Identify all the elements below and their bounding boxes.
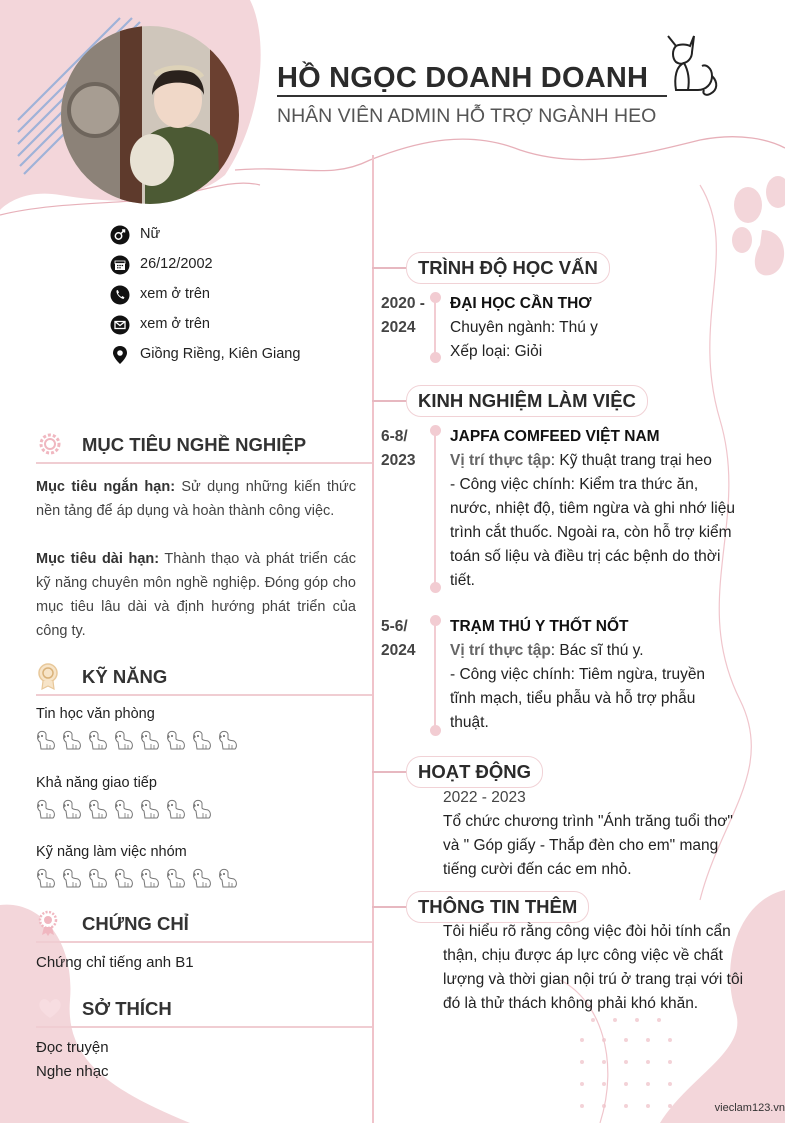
objective-section-header: [36, 432, 372, 458]
skill-rating: [35, 867, 240, 889]
position-value: : Kỹ thuật trang trại heo: [550, 452, 712, 469]
timeline-dot: [430, 352, 441, 363]
award-icon: [36, 909, 64, 937]
position: [450, 449, 740, 473]
divider-line: [372, 155, 374, 1123]
education-date: 2020 - 2024: [381, 295, 425, 336]
objective-title: MỤC TIÊU NGHỀ NGHIỆP: [82, 434, 307, 455]
dog-rating-icon: [217, 867, 240, 889]
gender-value: Nữ: [140, 226, 161, 242]
section-underline: [36, 462, 372, 464]
hobbies-title: SỞ THÍCH: [82, 998, 172, 1019]
calendar-icon: [110, 255, 130, 275]
certificates-title: CHỨNG CHỈ: [82, 913, 189, 934]
long-term-goal: [36, 547, 356, 643]
timeline-bar: [434, 297, 436, 357]
gender-icon: [110, 225, 130, 245]
dog-rating-icon: [35, 729, 58, 751]
position-label: Vị trí thực tập: [450, 642, 551, 659]
dog-rating-icon: [87, 867, 110, 889]
activities-date: 2022 - 2023: [443, 789, 526, 806]
skill-rating: [35, 729, 240, 751]
position-label: Vị trí thực tập: [450, 452, 551, 469]
dog-rating-icon: [35, 867, 58, 889]
phone-value: xem ở trên: [140, 286, 210, 302]
brand-watermark: vieclam123.vn: [714, 1102, 785, 1114]
phone-icon: [110, 285, 130, 305]
skill-rating: [35, 798, 214, 820]
connector-line: [372, 771, 406, 773]
dog-rating-icon: [113, 729, 136, 751]
education-body: [450, 292, 750, 364]
skill-badge-icon: [36, 662, 64, 690]
job-title: NHÂN VIÊN ADMIN HỖ TRỢ NGÀNH HEO: [277, 105, 657, 127]
dog-rating-icon: [61, 867, 84, 889]
company-name: JAPFA COMFEED VIỆT NAM: [450, 428, 660, 445]
dog-rating-icon: [139, 729, 162, 751]
connector-line: [372, 267, 406, 269]
connector-line: [372, 400, 406, 402]
cat-icon: [662, 32, 722, 98]
long-term-label: Mục tiêu dài hạn:: [36, 551, 160, 567]
hobbies-section-header: [36, 996, 372, 1022]
activities-section-header: HOẠT ĐỘNG: [406, 756, 543, 788]
timeline-dot: [430, 615, 441, 626]
name-underline: [277, 95, 667, 97]
certificates-section-header: [36, 911, 372, 937]
paw-print-decoration: [732, 176, 785, 275]
dog-rating-icon: [87, 729, 110, 751]
skill-name: Khả năng giao tiếp: [36, 775, 157, 791]
hobby-item: Nghe nhạc: [36, 1063, 109, 1080]
dog-rating-icon: [139, 798, 162, 820]
dog-rating-icon: [139, 867, 162, 889]
skill-name: Kỹ năng làm việc nhóm: [36, 844, 187, 860]
school-name: ĐẠI HỌC CẦN THƠ: [450, 295, 592, 312]
dog-rating-icon: [165, 729, 188, 751]
timeline-bar: [434, 430, 436, 587]
dot-pattern: [580, 1018, 672, 1108]
dog-rating-icon: [61, 729, 84, 751]
job-body: [450, 425, 740, 593]
dog-rating-icon: [165, 798, 188, 820]
job-body: [450, 615, 730, 735]
extra-text: Tôi hiểu rõ rằng công việc đòi hỏi tính cẩn thận, chịu được áp lực công việc về chất lượng và thời gian nội trú ở trang trại với tôi đó là thử thách không phải khó khăn.: [443, 923, 744, 1012]
job-date: 6-8/ 2023: [381, 428, 416, 469]
major: Chuyên ngành: Thú y: [450, 319, 598, 336]
certificate-item: Chứng chỉ tiếng anh B1: [36, 954, 194, 971]
avatar: [60, 25, 240, 205]
dog-rating-icon: [35, 798, 58, 820]
rank: Xếp loại: Giỏi: [450, 343, 543, 360]
extra-section-header: THÔNG TIN THÊM: [406, 891, 589, 923]
full-name: HỒ NGỌC DOANH DOANH: [277, 62, 649, 94]
short-term-label: Mục tiêu ngắn hạn:: [36, 479, 176, 495]
hobby-item: Đọc truyện: [36, 1039, 109, 1056]
long-term-text: Thành thạo và phát triển các kỹ năng chuyên môn nghề nghiệp. Đóng góp cho mục tiêu lâu dài và định hướng phát triển của công ty.: [36, 551, 356, 639]
connector-line: [372, 906, 406, 908]
short-term-goal: [36, 475, 356, 523]
timeline-dot: [430, 582, 441, 593]
experience-section-header: KINH NGHIỆM LÀM VIỆC: [406, 385, 648, 417]
section-underline: [36, 1026, 372, 1028]
education-section-header: TRÌNH ĐỘ HỌC VẤN: [406, 252, 610, 284]
timeline-dot: [430, 292, 441, 303]
location-pin-icon: [110, 345, 130, 365]
timeline-bar: [434, 620, 436, 730]
dog-rating-icon: [113, 798, 136, 820]
company-name: TRẠM THÚ Y THỐT NỐT: [450, 618, 629, 635]
job-date: 5-6/ 2024: [381, 618, 416, 659]
short-term-text: Sử dụng những kiến thức nền tảng để áp dụng và hoàn thành công việc.: [36, 479, 356, 519]
dog-rating-icon: [191, 867, 214, 889]
job-duties: - Công việc chính: Kiểm tra thức ăn, nước, nhiệt độ, tiêm ngừa và ghi nhớ liệu trình cắt thuốc. Ngoài ra, còn hỗ trợ kiểm toán số liệu và điều trị các bệnh do thời tiết.: [450, 476, 735, 589]
address-value: Giồng Riềng, Kiên Giang: [140, 346, 301, 362]
dog-rating-icon: [165, 867, 188, 889]
dog-rating-icon: [217, 729, 240, 751]
heart-icon: [36, 994, 64, 1022]
skill-name: Tin học văn phòng: [36, 706, 155, 722]
timeline-dot: [430, 725, 441, 736]
email-value: xem ở trên: [140, 316, 210, 332]
email-icon: [110, 315, 130, 335]
timeline-dot: [430, 425, 441, 436]
skills-section-header: [36, 664, 372, 690]
dog-rating-icon: [191, 729, 214, 751]
dog-rating-icon: [87, 798, 110, 820]
skills-title: KỸ NĂNG: [82, 666, 168, 687]
position-value: : Bác sĩ thú y.: [550, 642, 644, 659]
dog-rating-icon: [191, 798, 214, 820]
section-underline: [36, 941, 372, 943]
job-duties: - Công việc chính: Tiêm ngừa, truyền tĩnh mạch, tiểu phẫu và hỗ trợ phẫu thuật.: [450, 666, 706, 731]
dog-rating-icon: [113, 867, 136, 889]
activities-body: [443, 786, 743, 882]
gear-icon: [36, 430, 64, 458]
activities-text: Tổ chức chương trình "Ánh trăng tuổi thơ" và " Góp giấy - Thắp đèn cho em" mang tiếng cười đến các em nhỏ.: [443, 813, 733, 878]
position: [450, 639, 730, 663]
section-underline: [36, 694, 372, 696]
dog-rating-icon: [61, 798, 84, 820]
birthday-value: 26/12/2002: [140, 256, 213, 272]
